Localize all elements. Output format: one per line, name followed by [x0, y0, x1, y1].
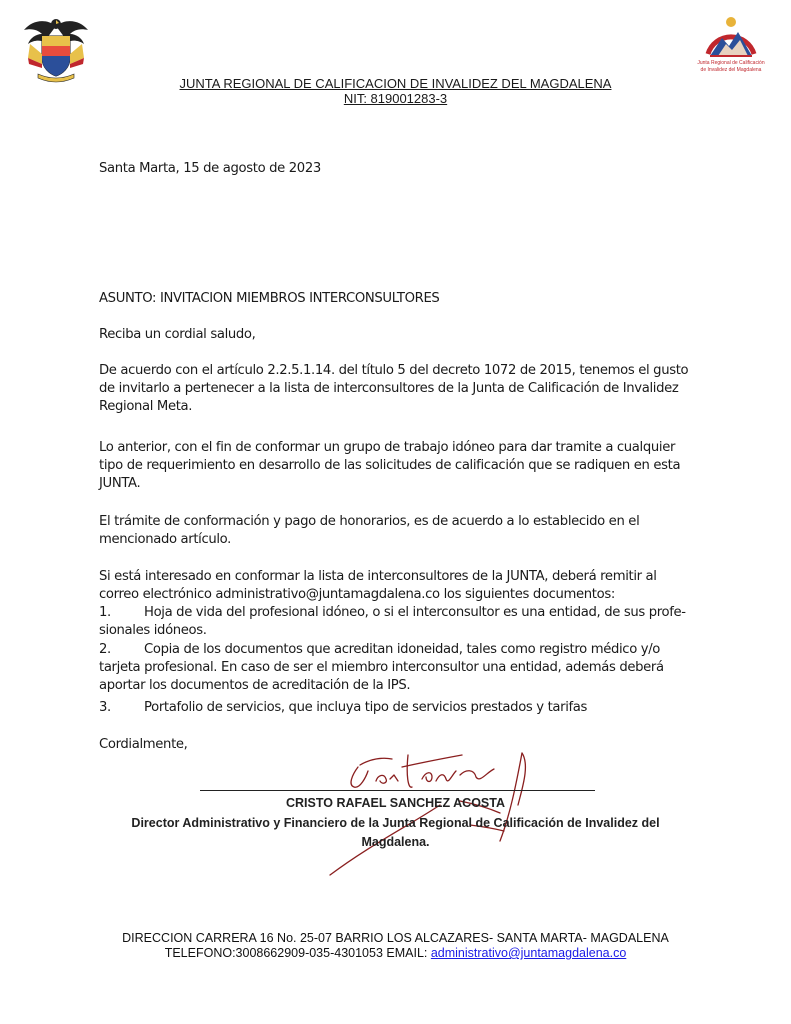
paragraph-3	[99, 513, 704, 549]
paragraph-1-line-2: de invitarlo a pertenecer a la lista de interconsultores de la Junta de Calificación de Invalidez	[99, 381, 679, 396]
paragraph-4-line-2: correo electrónico administrativo@juntamagdalena.co los siguientes documentos:	[99, 587, 615, 602]
list-item-number: 2.	[99, 642, 111, 657]
paragraph-1-line-1: De acuerdo con el artículo 2.2.5.1.14. del título 5 del decreto 1072 de 2015, tenemos el gusto	[99, 363, 689, 378]
list-item-line: aportar los documentos de acreditación de la IPS.	[99, 678, 411, 693]
logo-caption-line2: de Invalidez del Magdalena	[700, 67, 762, 73]
paragraph-3-line-2: mencionado artículo.	[99, 532, 232, 547]
place-and-date: Santa Marta, 15 de agosto de 2023	[99, 161, 321, 176]
paragraph-3-line-1: El trámite de conformación y pago de honorarios, es de acuerdo a lo establecido en el	[99, 514, 640, 529]
coat-of-arms-logo	[20, 14, 92, 84]
signatory-name: CRISTO RAFAEL SANCHEZ ACOSTA	[286, 796, 505, 810]
footer-phone: TELEFONO:3008662909-035-4301053 EMAIL:	[164, 946, 431, 960]
footer-address: DIRECCION CARRERA 16 No. 25-07 BARRIO LOS ALCAZARES- SANTA MARTA- MAGDALENA	[122, 931, 669, 945]
greeting: Reciba un cordial saludo,	[99, 327, 256, 342]
list-item	[99, 641, 704, 695]
organization-nit: NIT: 819001283-3	[343, 91, 448, 106]
signatory-title-line-2: Magdalena.	[361, 835, 430, 849]
footer-email-link[interactable]: administrativo@juntamagdalena.co	[430, 946, 627, 960]
list-item	[99, 604, 704, 640]
signatory-title-line-1: Director Administrativo y Financiero de la Junta Regional de Calificación de Invalidez del	[131, 816, 660, 830]
signature-line	[200, 790, 595, 791]
paragraph-4-line-1: Si está interesado en conformar la lista de interconsultores de la JUNTA, deberá remitir al	[99, 569, 657, 584]
list-item-line: Portafolio de servicios, que incluya tipo de servicios prestados y tarifas	[144, 700, 588, 715]
footer-contact	[0, 946, 791, 960]
list-item-number: 1.	[99, 605, 111, 620]
list-item-line: Hoja de vida del profesional idóneo, o si el interconsultor es una entidad, de sus profe-	[144, 605, 686, 620]
subject-line: ASUNTO: INVITACION MIEMBROS INTERCONSULTORES	[99, 291, 440, 306]
paragraph-2	[99, 439, 704, 493]
logo-caption-line1: Junta Regional de Calificación	[697, 60, 765, 66]
paragraph-2-line-2: tipo de requerimiento en desarrollo de las solicitudes de calificación que se radiquen en esta	[99, 458, 681, 473]
list-item-line: tarjeta profesional. En caso de ser el miembro interconsultor una entidad, además deberá	[99, 660, 664, 675]
paragraph-4	[99, 568, 704, 604]
closing: Cordialmente,	[99, 737, 188, 752]
list-item-line: sionales idóneos.	[99, 623, 207, 638]
handwritten-signature	[290, 745, 560, 885]
list-item-line: Copia de los documentos que acreditan idoneidad, tales como registro médico y/o	[144, 642, 661, 657]
paragraph-1	[99, 362, 704, 416]
list-item	[99, 699, 704, 717]
paragraph-1-line-3: Regional Meta.	[99, 399, 193, 414]
organization-name: JUNTA REGIONAL DE CALIFICACION DE INVALIDEZ DEL MAGDALENA	[179, 76, 612, 91]
paragraph-2-line-3: JUNTA.	[99, 476, 141, 491]
junta-logo	[696, 12, 766, 78]
list-item-number: 3.	[99, 700, 111, 715]
paragraph-2-line-1: Lo anterior, con el fin de conformar un grupo de trabajo idóneo para dar tramite a cualquier	[99, 440, 676, 455]
